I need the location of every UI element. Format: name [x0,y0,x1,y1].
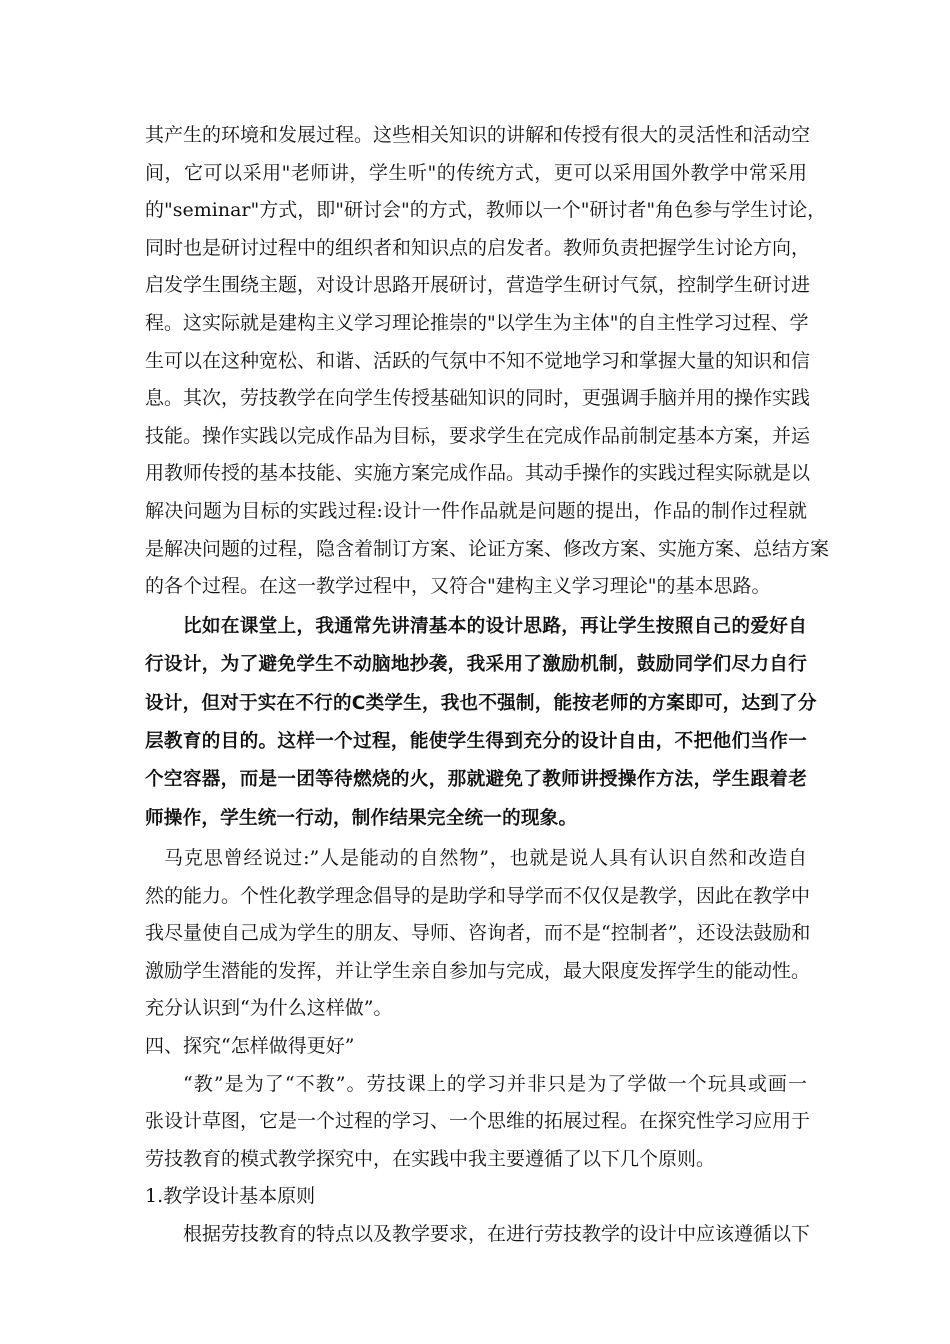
paragraph-5 [145,1216,811,1254]
text-line: “教”是为了“不教”。劳技课上的学习并非只是为了学做一个玩具或画一 [183,1072,807,1095]
text-line: 个空容器，而是一团等待燃烧的火，那就避免了教师讲授操作方法，学生跟着老 [145,769,807,791]
section-heading: 四、探究“怎样做得更好” [145,1035,355,1058]
paragraph-2-bold [145,608,817,838]
text-line: 根据劳技教育的特点以及教学要求，在进行劳技教学的设计中应该遵循以下 [183,1223,811,1245]
subsection-heading: 1.教学设计基本原则 [145,1185,316,1208]
text-line: 用教师传授的基本技能、实施方案完成作品。其动手操作的实践过程实际就是以 [145,462,811,485]
paragraph-3 [145,840,811,1028]
text-line: 层教育的目的。这样一个过程，能使学生得到充分的设计自由，不把他们当作一 [145,730,807,752]
text-line: 程。这实际就是建构主义学习理论推崇的"以学生为主体"的自主性学习过程、学 [145,311,809,334]
text-line: 启发学生围绕主题，对设计思路开展研讨，营造学生研讨气氛，控制学生研讨进 [145,274,811,297]
text-line: 师操作，学生统一行动，制作结果完全统一的现象。 [145,807,578,829]
paragraph-4 [145,1066,811,1179]
text-line: 同时也是研讨过程中的组织者和知识点的启发者。教师负责把握学生讨论方向， [145,236,811,259]
text-line: 激励学生潜能的发挥，并让学生亲自参加与完成，最大限度发挥学生的能动性。 [145,959,811,982]
text-line: 然的能力。个性化教学理念倡导的是助学和导学而不仅仅是教学，因此在教学中 [145,884,811,907]
text-line: 劳技教育的模式教学探究中，在实践中我主要遵循了以下几个原则。 [145,1147,716,1170]
text-line: 生可以在这种宽松、和谐、活跃的气氛中不知不觉地学习和掌握大量的知识和信 [145,349,811,372]
text-line: 息。其次，劳技教学在向学生传授基础知识的同时，更强调手脑并用的操作实践 [145,387,811,410]
text-line: 张设计草图，它是一个过程的学习、一个思维的拓展过程。在探究性学习应用于 [145,1110,811,1133]
paragraph-1 [145,117,830,606]
document-page [145,117,830,1254]
text-line: 我尽量使自己成为学生的朋友、导师、咨询者，而不是“控制者”，还设法鼓励和 [145,922,811,945]
text-line: 解决问题为目标的实践过程:设计一件作品就是问题的提出，作品的制作过程就 [145,499,807,522]
text-line: 比如在课堂上，我通常先讲清基本的设计思路，再让学生按照自己的爱好自 [183,615,807,637]
text-line: 其产生的环境和发展过程。这些相关知识的讲解和传授有很大的灵活性和活动空 [145,124,811,146]
text-line: 的"seminar"方式，即"研讨会"的方式，教师以一个"研讨者"角色参与学生讨论， [145,199,827,222]
text-line: 行设计，为了避免学生不动脑地抄袭，我采用了激励机制，鼓励同学们尽力自行 [145,654,807,676]
text-line: 设计，但对于实在不行的C类学生，我也不强制，能按老师的方案即可，达到了分 [145,692,817,714]
text-line: 是解决问题的过程，隐含着制订方案、论证方案、修改方案、实施方案、总结方案 [145,537,830,560]
text-line: 充分认识到“为什么这样做”。 [145,997,393,1020]
text-line: 的各个过程。在这一教学过程中，又符合"建构主义学习理论"的基本思路。 [145,575,771,598]
text-line: 技能。操作实践以完成作品为目标，要求学生在完成作品前制定基本方案，并运 [145,424,811,447]
text-line: 马克思曾经说过:”人是能动的自然物”，也就是说人具有认识自然和改造自 [164,847,807,870]
text-line: 间，它可以采用"老师讲，学生听"的传统方式，更可以采用国外教学中常采用 [145,161,807,184]
